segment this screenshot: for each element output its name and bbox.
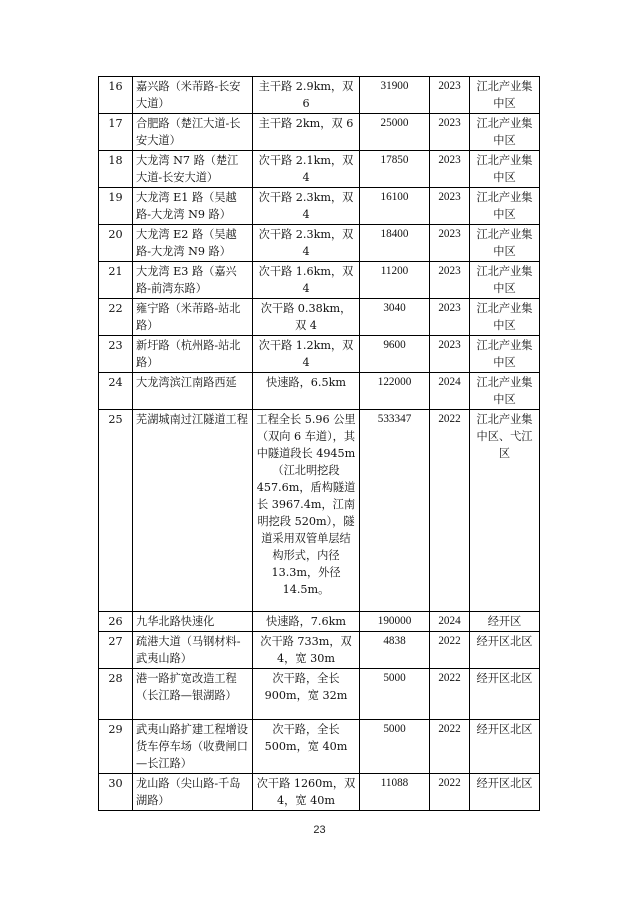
investment-amount-cell: 4838 bbox=[360, 632, 430, 669]
project-spec-cell: 主干路 2.9km，双 6 bbox=[253, 77, 360, 114]
completion-year-cell: 2022 bbox=[430, 410, 470, 612]
investment-amount-cell: 533347 bbox=[360, 410, 430, 612]
project-spec-cell: 次干路 1.6km，双 4 bbox=[253, 262, 360, 299]
area-cell: 江北产业集中区 bbox=[470, 299, 540, 336]
area-cell: 江北产业集中区 bbox=[470, 188, 540, 225]
completion-year-cell: 2023 bbox=[430, 114, 470, 151]
project-name-cell: 大龙湾 E1 路（吴越路-大龙湾 N9 路） bbox=[133, 188, 253, 225]
area-cell: 江北产业集中区 bbox=[470, 336, 540, 373]
investment-amount-cell: 5000 bbox=[360, 669, 430, 720]
area-cell: 经开区北区 bbox=[470, 632, 540, 669]
project-table bbox=[98, 76, 540, 811]
investment-amount-cell: 11088 bbox=[360, 774, 430, 811]
project-name-cell: 嘉兴路（米芾路-长安大道） bbox=[133, 77, 253, 114]
table-row bbox=[99, 612, 540, 632]
completion-year-cell: 2024 bbox=[430, 373, 470, 410]
project-spec-cell: 次干路，全长 900m，宽 32m bbox=[253, 669, 360, 720]
project-name-cell: 大龙湾滨江南路西延 bbox=[133, 373, 253, 410]
area-cell: 经开区北区 bbox=[470, 720, 540, 774]
area-cell: 经开区北区 bbox=[470, 774, 540, 811]
row-number-cell: 16 bbox=[99, 77, 133, 114]
investment-amount-cell: 9600 bbox=[360, 336, 430, 373]
project-name-cell: 芜湖城南过江隧道工程 bbox=[133, 410, 253, 612]
investment-amount-cell: 190000 bbox=[360, 612, 430, 632]
project-spec-cell: 次干路 2.1km，双 4 bbox=[253, 151, 360, 188]
area-cell: 江北产业集中区 bbox=[470, 77, 540, 114]
investment-amount-cell: 3040 bbox=[360, 299, 430, 336]
area-cell: 江北产业集中区 bbox=[470, 114, 540, 151]
completion-year-cell: 2023 bbox=[430, 299, 470, 336]
table-row bbox=[99, 373, 540, 410]
row-number-cell: 19 bbox=[99, 188, 133, 225]
investment-amount-cell: 11200 bbox=[360, 262, 430, 299]
project-spec-cell: 次干路 1.2km，双 4 bbox=[253, 336, 360, 373]
project-name-cell: 港一路扩宽改造工程（长江路—银湖路） bbox=[133, 669, 253, 720]
project-spec-cell: 工程全长 5.96 公里（双向 6 车道），其中隧道段长 4945m（江北明挖段 457.6m，盾构隧道长 3967.4m，江南明挖段 520m），隧道采用双管单层结构形式，内径 13.3m，外径 14.5m。 bbox=[253, 410, 360, 612]
row-number-cell: 27 bbox=[99, 632, 133, 669]
table-row bbox=[99, 151, 540, 188]
investment-amount-cell: 5000 bbox=[360, 720, 430, 774]
investment-amount-cell: 17850 bbox=[360, 151, 430, 188]
table-row bbox=[99, 410, 540, 612]
row-number-cell: 22 bbox=[99, 299, 133, 336]
area-cell: 经开区 bbox=[470, 612, 540, 632]
completion-year-cell: 2023 bbox=[430, 262, 470, 299]
row-number-cell: 24 bbox=[99, 373, 133, 410]
table-row bbox=[99, 299, 540, 336]
completion-year-cell: 2023 bbox=[430, 225, 470, 262]
project-spec-cell: 次干路 1260m，双 4，宽 40m bbox=[253, 774, 360, 811]
row-number-cell: 18 bbox=[99, 151, 133, 188]
area-cell: 江北产业集中区 bbox=[470, 151, 540, 188]
project-name-cell: 合肥路（楚江大道-长安大道） bbox=[133, 114, 253, 151]
table-row bbox=[99, 114, 540, 151]
investment-amount-cell: 122000 bbox=[360, 373, 430, 410]
row-number-cell: 26 bbox=[99, 612, 133, 632]
row-number-cell: 25 bbox=[99, 410, 133, 612]
table-row bbox=[99, 632, 540, 669]
investment-amount-cell: 25000 bbox=[360, 114, 430, 151]
table-body bbox=[99, 77, 540, 811]
area-cell: 江北产业集中区 bbox=[470, 225, 540, 262]
area-cell: 经开区北区 bbox=[470, 669, 540, 720]
row-number-cell: 23 bbox=[99, 336, 133, 373]
project-spec-cell: 次干路 2.3km，双 4 bbox=[253, 188, 360, 225]
page-number: 23 bbox=[313, 824, 326, 836]
table-row bbox=[99, 336, 540, 373]
investment-amount-cell: 18400 bbox=[360, 225, 430, 262]
project-name-cell: 大龙湾 N7 路（楚江大道-长安大道） bbox=[133, 151, 253, 188]
table-row bbox=[99, 77, 540, 114]
project-name-cell: 疏港大道（马钢材料-武夷山路） bbox=[133, 632, 253, 669]
completion-year-cell: 2022 bbox=[430, 774, 470, 811]
completion-year-cell: 2023 bbox=[430, 77, 470, 114]
completion-year-cell: 2023 bbox=[430, 188, 470, 225]
row-number-cell: 30 bbox=[99, 774, 133, 811]
investment-amount-cell: 16100 bbox=[360, 188, 430, 225]
completion-year-cell: 2022 bbox=[430, 669, 470, 720]
row-number-cell: 21 bbox=[99, 262, 133, 299]
project-name-cell: 雍宁路（米芾路-站北路） bbox=[133, 299, 253, 336]
table-row bbox=[99, 225, 540, 262]
project-spec-cell: 次干路，全长 500m，宽 40m bbox=[253, 720, 360, 774]
table-row bbox=[99, 774, 540, 811]
completion-year-cell: 2023 bbox=[430, 336, 470, 373]
row-number-cell: 28 bbox=[99, 669, 133, 720]
area-cell: 江北产业集中区、弋江区 bbox=[470, 410, 540, 612]
project-name-cell: 大龙湾 E3 路（嘉兴路-前湾东路） bbox=[133, 262, 253, 299]
completion-year-cell: 2024 bbox=[430, 612, 470, 632]
table-row bbox=[99, 720, 540, 774]
table-row bbox=[99, 262, 540, 299]
project-name-cell: 大龙湾 E2 路（吴越路-大龙湾 N9 路） bbox=[133, 225, 253, 262]
project-name-cell: 九华北路快速化 bbox=[133, 612, 253, 632]
completion-year-cell: 2022 bbox=[430, 720, 470, 774]
project-spec-cell: 次干路 0.38km，双 4 bbox=[253, 299, 360, 336]
area-cell: 江北产业集中区 bbox=[470, 373, 540, 410]
completion-year-cell: 2023 bbox=[430, 151, 470, 188]
project-name-cell: 武夷山路扩建工程增设货车停车场（收费闸口—长江路） bbox=[133, 720, 253, 774]
row-number-cell: 29 bbox=[99, 720, 133, 774]
project-name-cell: 龙山路（尖山路-千岛湖路） bbox=[133, 774, 253, 811]
project-spec-cell: 主干路 2km，双 6 bbox=[253, 114, 360, 151]
project-spec-cell: 次干路 2.3km，双 4 bbox=[253, 225, 360, 262]
project-name-cell: 新圩路（杭州路-站北路） bbox=[133, 336, 253, 373]
area-cell: 江北产业集中区 bbox=[470, 262, 540, 299]
project-spec-cell: 快速路，6.5km bbox=[253, 373, 360, 410]
row-number-cell: 20 bbox=[99, 225, 133, 262]
project-spec-cell: 快速路，7.6km bbox=[253, 612, 360, 632]
investment-amount-cell: 31900 bbox=[360, 77, 430, 114]
table-row bbox=[99, 188, 540, 225]
project-spec-cell: 次干路 733m，双 4，宽 30m bbox=[253, 632, 360, 669]
table-row bbox=[99, 669, 540, 720]
completion-year-cell: 2022 bbox=[430, 632, 470, 669]
row-number-cell: 17 bbox=[99, 114, 133, 151]
